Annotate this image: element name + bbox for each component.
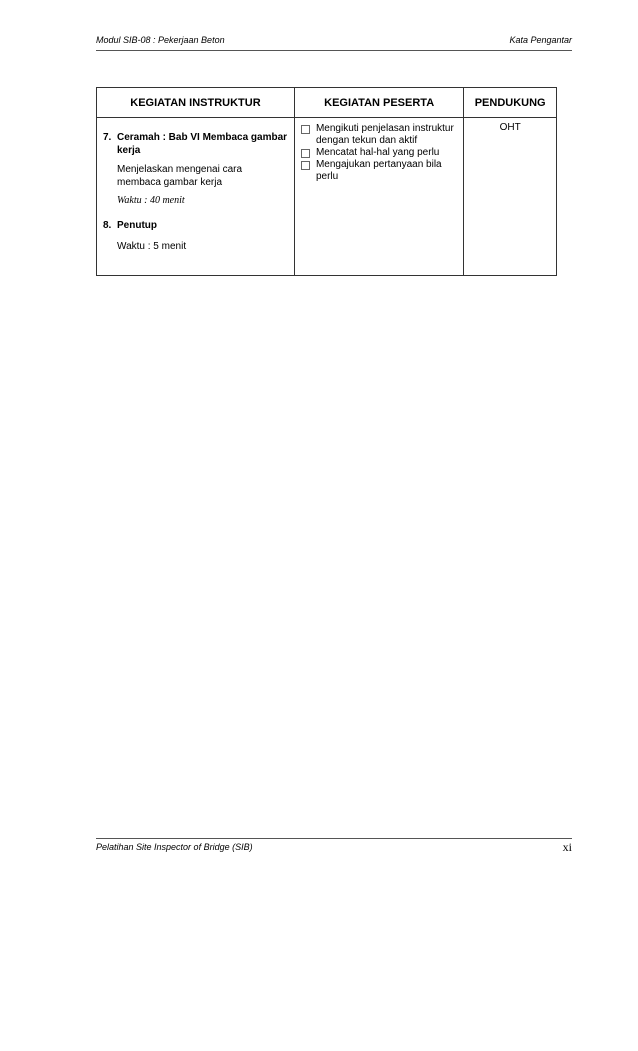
step-8-number: 8.	[103, 220, 112, 231]
page-number: xi	[562, 840, 572, 854]
list-item	[299, 123, 459, 147]
step-7-title: Ceramah : Bab VI Membaca gambar kerja	[117, 132, 288, 156]
step-7-description: Menjelaskan mengenai cara membaca gambar kerja	[117, 164, 243, 188]
square-bullet-icon	[301, 149, 310, 158]
table-header-row	[97, 88, 557, 118]
pendukung-value: OHT	[499, 122, 521, 133]
header-module-title: Modul SIB-08 : Pekerjaan Beton	[96, 35, 225, 45]
header-kegiatan-instruktur: KEGIATAN INSTRUKTUR	[97, 88, 295, 118]
square-bullet-icon	[301, 125, 310, 134]
list-item	[299, 159, 459, 183]
pendukung-cell	[464, 118, 557, 276]
page-footer	[96, 838, 572, 853]
peserta-item-text: Mencatat hal-hal yang perlu	[315, 147, 440, 158]
footer-course-title: Pelatihan Site Inspector of Bridge (SIB)	[96, 842, 253, 852]
step-7-duration: Waktu : 40 menit	[117, 195, 185, 206]
peserta-item-text: Mengikuti penjelasan instruktur dengan tekun dan aktif	[315, 123, 454, 146]
header-pendukung: PENDUKUNG	[464, 88, 557, 118]
header-kegiatan-peserta: KEGIATAN PESERTA	[294, 88, 463, 118]
instruktur-cell	[97, 118, 295, 276]
step-8-title: Penutup	[117, 220, 157, 231]
step-7	[103, 131, 288, 206]
table-row	[97, 118, 557, 276]
page-header	[96, 34, 572, 51]
header-section-title: Kata Pengantar	[509, 35, 572, 45]
step-7-number: 7.	[103, 132, 112, 143]
peserta-list	[299, 123, 459, 183]
step-8	[103, 219, 288, 252]
peserta-cell	[294, 118, 463, 276]
peserta-item-text: Mengajukan pertanyaan bila perlu	[315, 159, 442, 182]
list-item	[299, 147, 459, 159]
activity-table	[96, 87, 557, 276]
step-8-duration: Waktu : 5 menit	[117, 241, 187, 252]
square-bullet-icon	[301, 161, 310, 170]
